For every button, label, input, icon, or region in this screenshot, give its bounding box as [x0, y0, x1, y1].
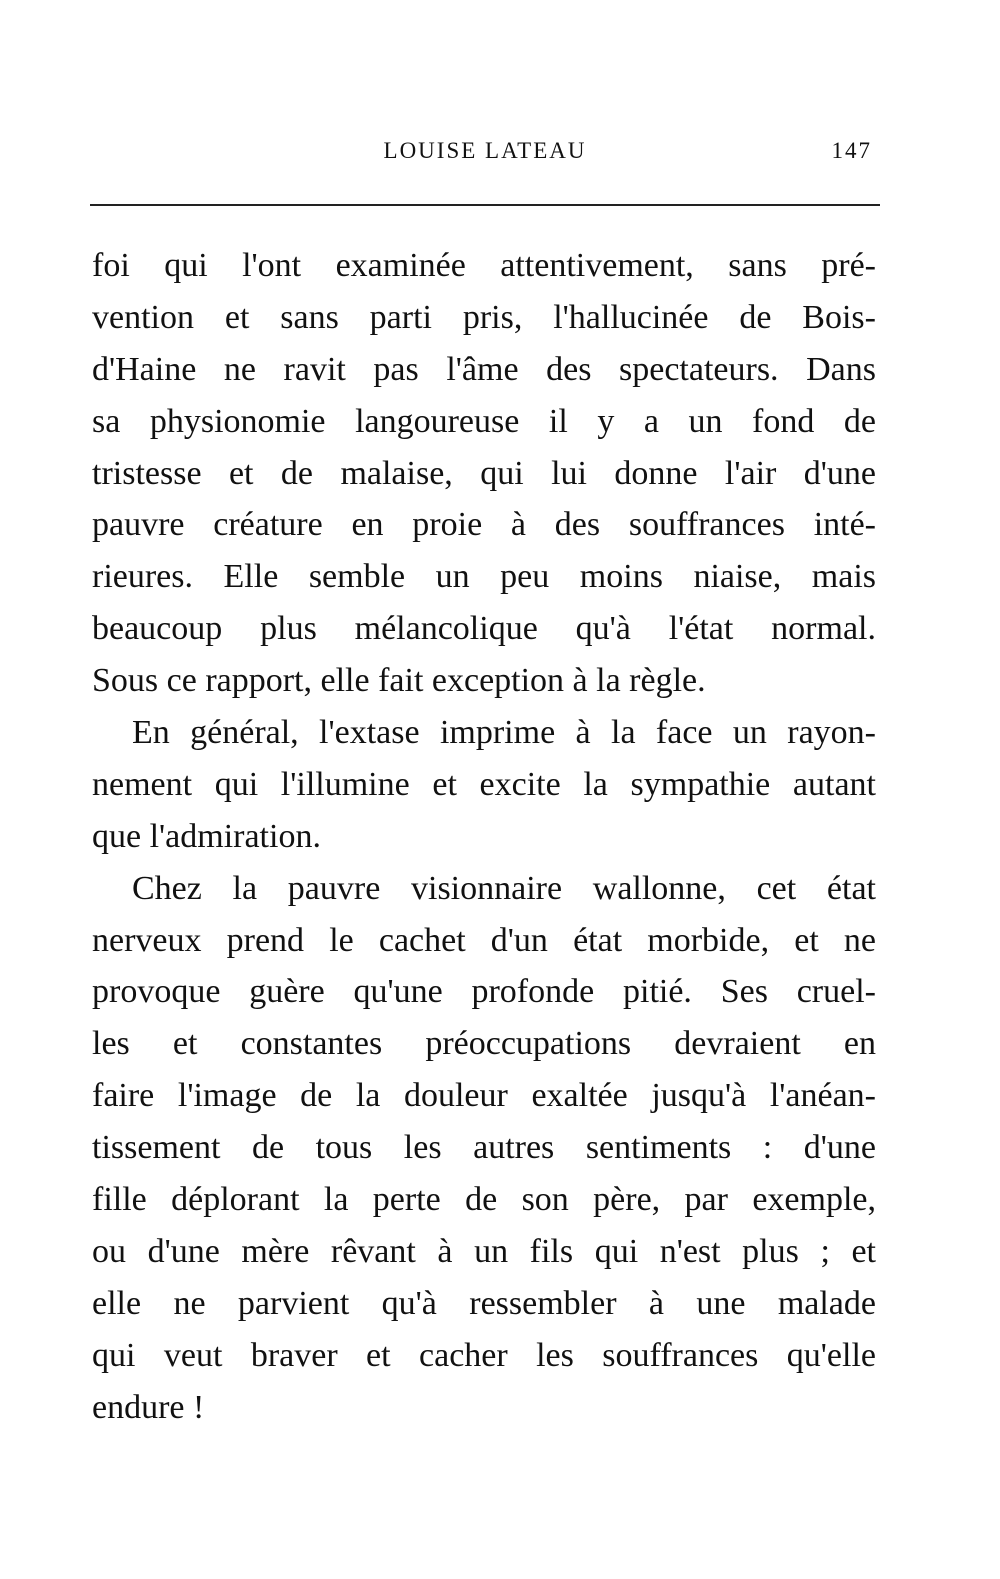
text-line: fille déplorant la perte de son père, par exemple, [92, 1181, 876, 1219]
text-line: nerveux prend le cachet d'un état morbide, et ne [92, 921, 876, 959]
text-line: pauvre créature en proie à des souffrances inté- [92, 506, 876, 544]
text-line: Sous ce rapport, elle fait exception à la règle. [92, 662, 706, 700]
text-line: ou d'une mère rêvant à un fils qui n'est plus ; et [92, 1232, 876, 1270]
paragraph-2 [92, 707, 876, 863]
text-line: tristesse et de malaise, qui lui donne l'air d'une [92, 454, 876, 492]
text-line: les et constantes préoccupations devraient en [92, 1025, 876, 1063]
text-line: En général, l'extase imprime à la face un rayon- [132, 714, 876, 752]
text-line: beaucoup plus mélancolique qu'à l'état normal. [92, 610, 876, 648]
page-number: 147 [831, 138, 872, 163]
running-head [90, 138, 880, 174]
text-line: vention et sans parti pris, l'hallucinée de Bois- [92, 298, 876, 336]
running-title: LOUISE LATEAU [383, 138, 587, 163]
paragraph-3 [92, 863, 876, 1434]
text-line: Chez la pauvre visionnaire wallonne, cet état [132, 869, 876, 907]
text-line: foi qui l'ont examinée attentivement, sans pré- [92, 247, 876, 284]
text-line: rieures. Elle semble un peu moins niaise, mais [92, 558, 876, 596]
text-line: provoque guère qu'une profonde pitié. Ses cruel- [92, 973, 876, 1011]
header-rule [90, 204, 880, 206]
text-line: qui veut braver et cacher les souffrances qu'elle [92, 1336, 876, 1374]
paragraph-1 [92, 240, 876, 707]
text-line: faire l'image de la douleur exaltée jusqu'à l'anéan- [92, 1077, 876, 1115]
body-text [92, 240, 876, 1433]
text-line: elle ne parvient qu'à ressembler à une malade [92, 1284, 876, 1322]
text-line: endure ! [92, 1388, 205, 1426]
text-line: tissement de tous les autres sentiments : d'une [92, 1129, 876, 1167]
text-line: nement qui l'illumine et excite la sympathie autant [92, 765, 876, 803]
text-line: sa physionomie langoureuse il y a un fond de [92, 402, 876, 440]
text-line: d'Haine ne ravit pas l'âme des spectateurs. Dans [92, 350, 876, 388]
text-line: que l'admiration. [92, 817, 321, 855]
